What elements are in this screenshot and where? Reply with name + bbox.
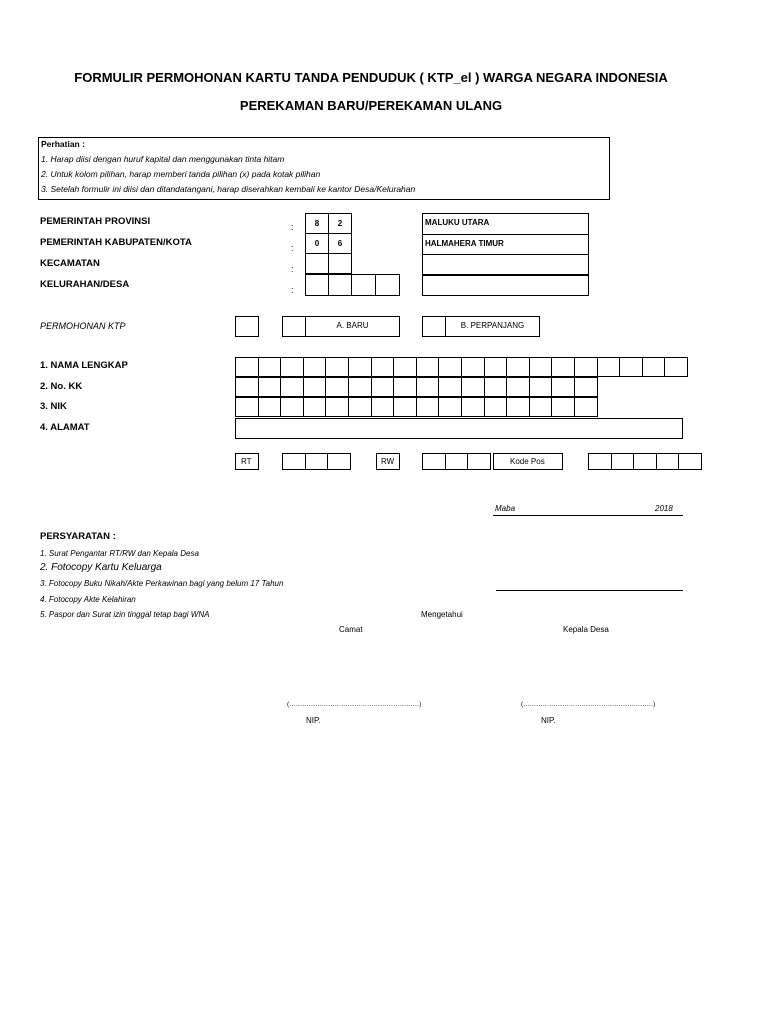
nik-cell[interactable] [303, 397, 327, 417]
camat-nip: NIP. [306, 716, 321, 725]
nik-cell[interactable] [371, 397, 395, 417]
rw-cell[interactable] [422, 453, 446, 470]
mengetahui-label: Mengetahui [421, 610, 463, 619]
requirement-item: 1. Surat Pengantar RT/RW dan Kepala Desa [40, 549, 199, 558]
nama-cell[interactable] [438, 357, 462, 377]
nik-cell[interactable] [235, 397, 259, 417]
kk-cell[interactable] [348, 377, 372, 397]
notice-box [38, 137, 610, 200]
nik-cell[interactable] [529, 397, 553, 417]
signature-place: Maba [495, 504, 516, 513]
requirement-item: 5. Paspor dan Surat izin tinggal tetap bagi WNA [40, 610, 210, 619]
rw-grid[interactable] [422, 453, 490, 470]
rt-grid[interactable] [282, 453, 350, 470]
kode-pos-label-box [493, 453, 563, 470]
nama-cell[interactable] [371, 357, 395, 377]
colon: : [291, 222, 294, 232]
alamat-label: 4. ALAMAT [40, 422, 90, 433]
kode-pos-cell[interactable] [633, 453, 657, 470]
kk-cell[interactable] [416, 377, 440, 397]
nama-cell[interactable] [484, 357, 508, 377]
kabupaten-code-digit[interactable]: 6 [328, 233, 352, 254]
kk-cell[interactable] [325, 377, 349, 397]
notice-heading: Perhatian : [41, 139, 85, 149]
nama-cell[interactable] [529, 357, 553, 377]
date-line [493, 515, 683, 516]
kk-label: 2. No. KK [40, 381, 83, 392]
requirements-heading: PERSYARATAN : [40, 531, 116, 542]
nama-cell[interactable] [325, 357, 349, 377]
kk-cell[interactable] [393, 377, 417, 397]
kepala-desa-nip: NIP. [541, 716, 556, 725]
nama-cell[interactable] [258, 357, 282, 377]
nama-cell[interactable] [619, 357, 643, 377]
kelurahan-code-cell[interactable] [351, 274, 376, 296]
kecamatan-name-field[interactable] [422, 254, 589, 275]
camat-signature-blank: (……………………………………………………) [287, 701, 422, 708]
option-a-checkbox[interactable] [282, 316, 306, 337]
provinsi-label: PEMERINTAH PROVINSI [40, 216, 151, 227]
form-subtitle: PEREKAMAN BARU/PEREKAMAN ULANG [239, 98, 503, 113]
nik-cell[interactable] [393, 397, 417, 417]
camat-label: Camat [339, 625, 363, 634]
requirement-item: 3. Fotocopy Buku Nikah/Akte Perkawinan bagi yang belum 17 Tahun [40, 579, 284, 588]
nik-cell[interactable] [416, 397, 440, 417]
kode-pos-cell[interactable] [678, 453, 702, 470]
kelurahan-code-cell[interactable] [305, 274, 329, 296]
provinsi-code-digit[interactable]: 8 [305, 213, 329, 234]
rw-cell[interactable] [467, 453, 491, 470]
kabupaten-label: PEMERINTAH KABUPATEN/KOTA [40, 237, 192, 248]
nama-cell[interactable] [574, 357, 598, 377]
provinsi-name: MALUKU UTARA [425, 218, 490, 227]
kabupaten-code-digit[interactable]: 0 [305, 233, 329, 254]
nik-cell[interactable] [258, 397, 282, 417]
notice-item: 1. Harap diisi dengan huruf kapital dan menggunakan tinta hitam [41, 154, 285, 164]
permohonan-checkbox[interactable] [235, 316, 259, 337]
permohonan-label: PERMOHONAN KTP [40, 321, 126, 331]
rw-label: RW [381, 457, 395, 466]
kk-cell[interactable] [258, 377, 282, 397]
nama-cell[interactable] [416, 357, 440, 377]
kecamatan-code-cell[interactable] [305, 253, 329, 274]
nama-cell[interactable] [664, 357, 688, 377]
provinsi-name-field[interactable] [422, 213, 589, 235]
nama-label: 1. NAMA LENGKAP [40, 360, 128, 371]
kk-cell[interactable] [438, 377, 462, 397]
rt-label-box [235, 453, 259, 470]
requirement-item: 2. Fotocopy Kartu Keluarga [40, 562, 162, 573]
rw-label-box [376, 453, 400, 470]
nama-cell[interactable] [597, 357, 621, 377]
kk-cell[interactable] [484, 377, 508, 397]
alamat-field[interactable] [235, 418, 683, 439]
nama-grid[interactable] [235, 357, 687, 377]
provinsi-code-digit[interactable]: 2 [328, 213, 352, 234]
form-title: FORMULIR PERMOHONAN KARTU TANDA PENDUDUK ( KTP_el ) WARGA NEGARA INDONESIA [74, 70, 668, 85]
rw-cell[interactable] [445, 453, 469, 470]
option-a-label: A. BARU [336, 321, 369, 330]
rt-cell[interactable] [327, 453, 351, 470]
nik-cell[interactable] [325, 397, 349, 417]
nik-cell[interactable] [484, 397, 508, 417]
nama-cell[interactable] [642, 357, 666, 377]
kecamatan-code-cell[interactable] [328, 253, 352, 274]
kk-cell[interactable] [506, 377, 530, 397]
kk-cell[interactable] [529, 377, 553, 397]
option-b-checkbox[interactable] [422, 316, 446, 337]
kabupaten-name: HALMAHERA TIMUR [425, 239, 504, 248]
nama-cell[interactable] [551, 357, 575, 377]
nik-cell[interactable] [551, 397, 575, 417]
kelurahan-name-field[interactable] [422, 275, 589, 296]
kecamatan-label: KECAMATAN [40, 258, 100, 269]
rt-label: RT [241, 457, 252, 466]
kk-cell[interactable] [303, 377, 327, 397]
kode-pos-label: Kode Pos [510, 457, 545, 466]
option-a-box [305, 316, 400, 337]
nik-cell[interactable] [348, 397, 372, 417]
signature-year: 2018 [655, 504, 673, 513]
rt-cell[interactable] [305, 453, 329, 470]
kelurahan-label: KELURAHAN/DESA [40, 279, 130, 290]
option-b-box [445, 316, 540, 337]
nik-cell[interactable] [461, 397, 485, 417]
nik-cell[interactable] [438, 397, 462, 417]
kode-pos-cell[interactable] [611, 453, 635, 470]
nama-cell[interactable] [461, 357, 485, 377]
kk-cell[interactable] [371, 377, 395, 397]
nik-cell[interactable] [574, 397, 598, 417]
kode-pos-cell[interactable] [656, 453, 680, 470]
nama-cell[interactable] [280, 357, 304, 377]
nik-label: 3. NIK [40, 401, 67, 412]
colon: : [291, 243, 294, 253]
kode-pos-cell[interactable] [588, 453, 612, 470]
colon: : [291, 285, 294, 295]
kk-grid[interactable] [235, 377, 597, 397]
kk-cell[interactable] [235, 377, 259, 397]
kepala-desa-label: Kepala Desa [563, 625, 609, 634]
nama-cell[interactable] [348, 357, 372, 377]
colon: : [291, 264, 294, 274]
kode-pos-grid[interactable] [588, 453, 701, 470]
kelurahan-code-cell[interactable] [375, 274, 400, 296]
kk-cell[interactable] [574, 377, 598, 397]
kelurahan-code-cell[interactable] [328, 274, 352, 296]
notice-item: 2. Untuk kolom pilihan, harap memberi tanda pilihan (x) pada kotak pilihan [41, 169, 321, 179]
nama-cell[interactable] [235, 357, 259, 377]
kepala-desa-signature-blank: (……………………………………………………) [521, 701, 656, 708]
notice-item: 3. Setelah formulir ini diisi dan ditandatangani, harap diserahkan kembali ke kantor Desa/Kelurahan [41, 184, 416, 194]
nik-cell[interactable] [506, 397, 530, 417]
kk-cell[interactable] [551, 377, 575, 397]
nama-cell[interactable] [303, 357, 327, 377]
signature-line [496, 590, 683, 591]
kk-cell[interactable] [461, 377, 485, 397]
requirement-item: 4. Fotocopy Akte Kelahiran [40, 595, 136, 604]
kk-cell[interactable] [280, 377, 304, 397]
option-b-label: B. PERPANJANG [460, 321, 525, 330]
nama-cell[interactable] [393, 357, 417, 377]
kabupaten-name-field[interactable] [422, 234, 589, 255]
nik-cell[interactable] [280, 397, 304, 417]
nama-cell[interactable] [506, 357, 530, 377]
rt-cell[interactable] [282, 453, 306, 470]
nik-grid[interactable] [235, 397, 597, 417]
